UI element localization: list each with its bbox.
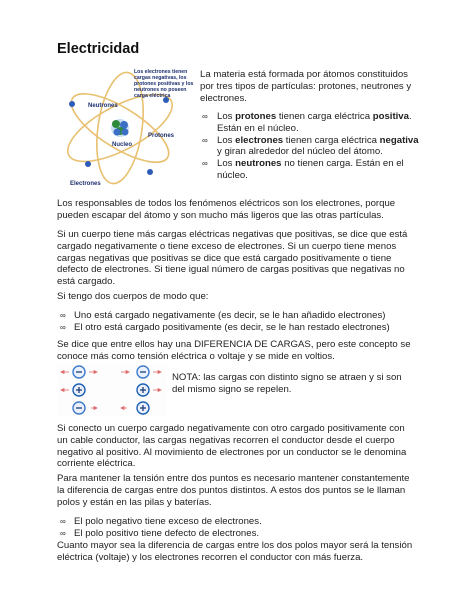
paragraph-current: Si conecto un cuerpo cargado negativamente con otro cargado positivamente con un cable conductor, las cargas negativas recorren el conductor desde el cuerpo negativo al positivo. Al movimiento de electrones por un conductor se le denomina corriente eléctrica.	[57, 423, 407, 470]
atom-caption-line: protones positivas y los	[134, 81, 194, 87]
paragraph-electrons: Los responsables de todos los fenómenos eléctricos son los electrones, porque pueden escapar del átomo y son mucho más ligeros que las otras partículas.	[57, 198, 396, 221]
bullet-icon: ∞	[60, 528, 66, 538]
paragraph-poles: Para mantener la tensión entre dos puntos es necesario mantener constantemente la diferencia de cargas entre dos puntos distintos. A estos dos puntos se le llaman polos y están en las pilas y baterías.	[57, 473, 410, 508]
label-electrones: Electrones	[70, 181, 101, 187]
list-item: ∞ Los neutrones no tienen carga. Están en el núcleo.	[202, 158, 404, 181]
list-item: ∞ Uno está cargado negativamente (es decir, se le han añadido electrones)	[60, 310, 386, 321]
bullet-icon: ∞	[202, 159, 208, 169]
bullet-icon: ∞	[60, 517, 66, 526]
note-callout: NOTA: las cargas con distinto signo se atraen y si son del mismo signo se repelen.	[172, 372, 402, 395]
list-item: ∞ El otro está cargado positivamente (es decir, se le han restado electrones)	[60, 321, 390, 333]
electron-particle	[147, 169, 153, 175]
bullet-icon: ∞	[60, 311, 66, 320]
proton-particle	[122, 129, 129, 136]
proton-particle	[114, 129, 121, 136]
atom-caption-line: Los electrones tienen	[134, 69, 188, 75]
intro-paragraph: La materia está formada por átomos constituidos por tres tipos de partículas: protones, neutrones y electrones.	[200, 69, 412, 104]
atom-caption-line: carga eléctrica	[134, 93, 171, 99]
electron-particle	[69, 101, 75, 107]
atom-diagram	[58, 64, 198, 192]
list-item: ∞ Los electrones tienen carga eléctrica negativa y giran alrededor del núcleo del átomo.	[202, 134, 419, 158]
bodies-list	[57, 310, 417, 334]
electron-particle	[85, 161, 91, 167]
paragraph-voltage: Se dice que entre ellos hay una DIFERENCIA DE CARGAS, pero este concepto se conoce más como tensión eléctrica o voltaje y se mide en voltios.	[57, 339, 411, 362]
particle-list	[200, 111, 422, 182]
poles-list	[57, 516, 417, 540]
paragraph-two-bodies: Si tengo dos cuerpos de modo que:	[57, 291, 209, 302]
page-title: Electricidad	[57, 41, 140, 57]
bullet-icon: ∞	[60, 322, 66, 332]
bullet-icon: ∞	[202, 112, 208, 121]
list-item: ∞ El polo positivo tiene defecto de electrones.	[60, 527, 260, 539]
charges-diagram	[57, 364, 167, 416]
bullet-icon: ∞	[202, 135, 208, 145]
atom-caption-line: neutrones no poseen	[134, 87, 187, 93]
label-protones: Protones	[148, 133, 175, 139]
atom-caption-line: cargas negativas, los	[134, 75, 187, 81]
label-neutrones: Neutrones	[88, 103, 118, 109]
paragraph-charged-bodies: Si un cuerpo tiene más cargas eléctricas negativas que positivas, se dice que está cargado negativamente o tiene exceso de electrones. Si un cuerpo tiene menos cargas negativas que positivas se dice que está cargado positivamente o tiene defecto de electrones. Si tiene igual número de cargas positivas que negativas no está cargado.	[57, 229, 408, 288]
list-item: ∞ Los protones tienen carga eléctrica positiva. Están en el núcleo.	[202, 111, 412, 134]
list-item: ∞ El polo negativo tiene exceso de electrones.	[60, 516, 262, 527]
paragraph-voltage-strength: Cuanto mayor sea la diferencia de cargas entre los dos polos mayor será la tensión eléctrica (voltaje) y los electrones recorren el conductor con más fuerza.	[57, 540, 413, 563]
label-nucleo: Nucleo	[112, 142, 133, 148]
neutron-particle	[112, 120, 120, 128]
